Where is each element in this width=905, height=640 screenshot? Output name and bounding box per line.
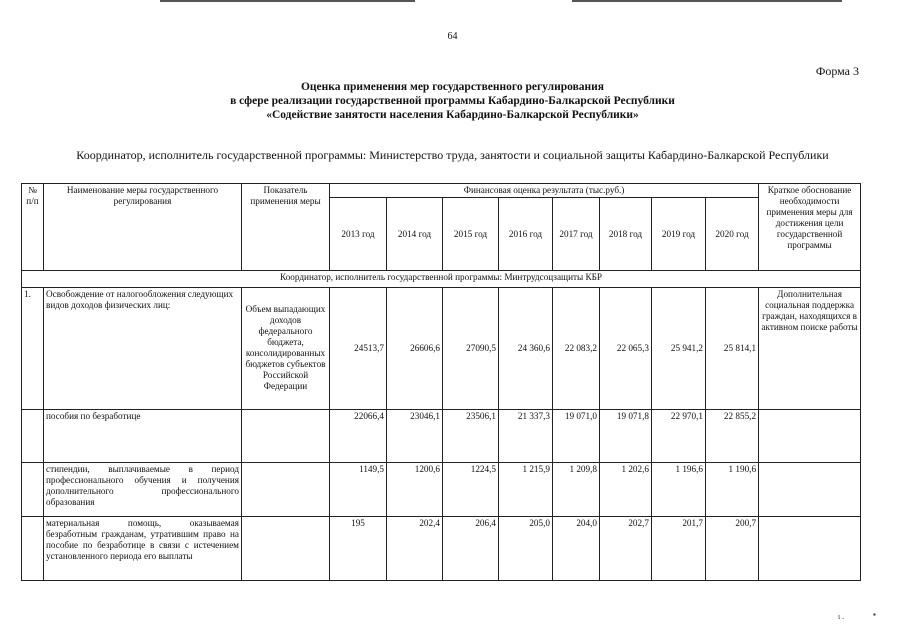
form-label: Форма 3 (815, 64, 859, 78)
row-value: 1149,5 (330, 463, 387, 517)
title-line-3: «Содействие занятости населения Кабардино-Балкарской Республики» (266, 109, 639, 121)
header-measure: Наименование меры государственного регулирования (44, 184, 242, 271)
row-value: 206,4 (443, 517, 499, 581)
row-value: 1224,5 (443, 463, 499, 517)
measures-table (21, 183, 861, 581)
scan-speck: ▪ (873, 610, 876, 619)
scan-edge-left (160, 0, 415, 2)
row-indicator (242, 463, 330, 517)
page-number: 64 (447, 31, 458, 42)
row-value: 22 083,2 (553, 288, 600, 410)
table-row (22, 288, 861, 410)
row-justification: Дополнительная социальная поддержка граждан, находящихся в активном поиске работы (759, 288, 861, 410)
row-value: 23506,1 (443, 410, 499, 463)
row-value: 22 855,2 (706, 410, 759, 463)
row-measure: стипендии, выплачиваемые в период профессионального обучения и получения дополнительного профессионального образования (44, 463, 242, 517)
row-value: 205,0 (499, 517, 553, 581)
header-year: 2014 год (387, 198, 443, 271)
coordinator-line: Координатор, исполнитель государственной программы: Министерство труда, занятости и социальной защиты Кабардино-Балкарской Республики (76, 148, 829, 162)
row-value: 1200,6 (387, 463, 443, 517)
header-justification: Краткое обоснование необходимости применения меры для достижения цели государственной программы (759, 184, 861, 271)
title-line-1: Оценка применения мер государственного регулирования (300, 81, 605, 93)
row-value: 22 065,3 (600, 288, 652, 410)
header-year: 2016 год (499, 198, 553, 271)
row-value: 26606,6 (387, 288, 443, 410)
row-value: 195 (330, 517, 387, 581)
row-justification (759, 410, 861, 463)
header-financial: Финансовая оценка результата (тыс.руб.) (330, 184, 759, 198)
scan-speck: ι . (838, 612, 845, 621)
row-value: 24513,7 (330, 288, 387, 410)
row-value: 1 209,8 (553, 463, 600, 517)
row-value: 1 196,6 (652, 463, 706, 517)
row-value: 1 202,6 (600, 463, 652, 517)
row-value: 200,7 (706, 517, 759, 581)
row-num (22, 463, 44, 517)
row-value: 201,7 (652, 517, 706, 581)
row-value: 22 970,1 (652, 410, 706, 463)
row-value: 1 190,6 (706, 463, 759, 517)
row-value: 21 337,3 (499, 410, 553, 463)
row-value: 1 215,9 (499, 463, 553, 517)
header-num: № п/п (22, 184, 44, 271)
row-num: 1. (22, 288, 44, 410)
table-row (22, 463, 861, 517)
row-value: 202,4 (387, 517, 443, 581)
row-justification (759, 517, 861, 581)
row-value: 19 071,0 (553, 410, 600, 463)
row-value: 19 071,8 (600, 410, 652, 463)
header-indicator: Показатель применения меры (242, 184, 330, 271)
row-value: 22066,4 (330, 410, 387, 463)
row-measure: материальная помощь, оказываемая безработным гражданам, утратившим право на пособие по безработице в связи с истечением установленного периода его выплаты (44, 517, 242, 581)
header-year: 2019 год (652, 198, 706, 271)
header-year: 2020 год (706, 198, 759, 271)
header-year: 2013 год (330, 198, 387, 271)
title-line-2: в сфере реализации государственной программы Кабардино-Балкарской Республики (230, 95, 675, 107)
row-value: 27090,5 (443, 288, 499, 410)
document-title (0, 80, 905, 122)
row-value: 23046,1 (387, 410, 443, 463)
row-measure: пособия по безработице (44, 410, 242, 463)
row-measure: Освобождение от налогообложения следующих видов доходов физических лиц: (44, 288, 242, 410)
row-num (22, 517, 44, 581)
section-title: Координатор, исполнитель государственной программы: Минтрудсоцзащиты КБР (22, 271, 861, 288)
row-justification (759, 463, 861, 517)
header-year: 2015 год (443, 198, 499, 271)
row-value: 25 814,1 (706, 288, 759, 410)
row-value: 24 360,6 (499, 288, 553, 410)
row-value: 25 941,2 (652, 288, 706, 410)
row-indicator: Объем выпадающих доходов федерального бюджета, консолидированных бюджетов субъектов Российской Федерации (242, 288, 330, 410)
header-year: 2017 год (553, 198, 600, 271)
row-value: 204,0 (553, 517, 600, 581)
section-row (22, 271, 861, 288)
row-num (22, 410, 44, 463)
row-indicator (242, 517, 330, 581)
table-row (22, 517, 861, 581)
scan-edge-right (572, 0, 842, 2)
table-row (22, 410, 861, 463)
header-year: 2018 год (600, 198, 652, 271)
row-value: 202,7 (600, 517, 652, 581)
row-indicator (242, 410, 330, 463)
table-header-row (22, 184, 861, 198)
